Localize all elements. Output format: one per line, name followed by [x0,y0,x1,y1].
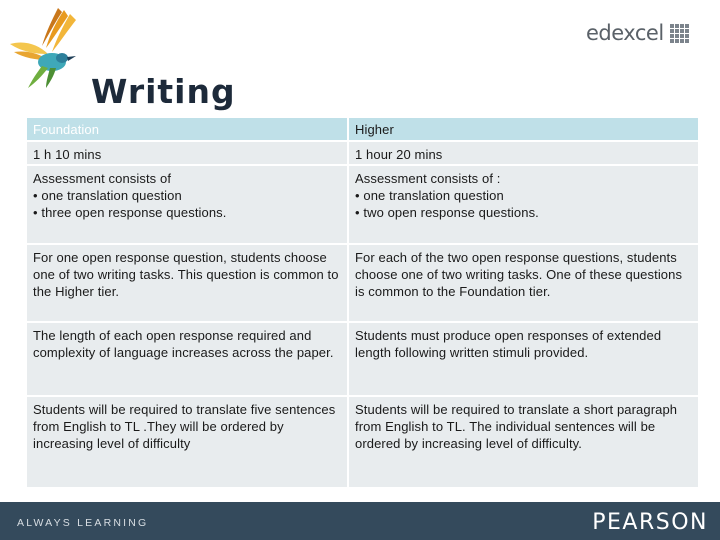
page-title: Writing [91,72,236,111]
always-learning-tagline: ALWAYS LEARNING [17,517,149,529]
footer-bar [0,502,720,540]
cell-higher-translation: Students will be required to translate a short paragraph from English to TL. The individual sentences will be ordered by increasing level of difficulty. [349,397,698,487]
table-row [27,397,698,487]
header-higher: Higher [349,118,698,140]
table-header-row [27,118,698,140]
table-row [27,245,698,321]
edexcel-dots-icon [670,24,689,43]
edexcel-logo [586,18,689,48]
table-row [27,142,698,164]
cell-foundation-length: The length of each open response required and complexity of language increases across the paper. [27,323,347,395]
assessment-bullet: • three open response questions. [33,205,227,220]
assessment-intro: Assessment consists of [33,171,172,186]
edexcel-wordmark: edexcel [586,21,664,45]
cell-higher-assessment [349,166,698,243]
pearson-logo: PEARSON [592,510,708,535]
assessment-bullet: • one translation question [355,188,504,203]
header-foundation: Foundation [27,118,347,140]
cell-foundation-open-response: For one open response question, students choose one of two writing tasks. This question is common to the Higher tier. [27,245,347,321]
cell-higher-duration: 1 hour 20 mins [349,142,698,164]
table-row [27,166,698,243]
assessment-bullet: • one translation question [33,188,182,203]
cell-foundation-translation: Students will be required to translate five sentences from English to TL .They will be ordered by increasing level of difficulty [27,397,347,487]
assessment-bullet: • two open response questions. [355,205,539,220]
comparison-table [25,116,700,489]
cell-higher-open-response: For each of the two open response questions, students choose one of two writing tasks. One of these questions is common to the Foundation tier. [349,245,698,321]
cell-foundation-duration: 1 h 10 mins [27,142,347,164]
cell-foundation-assessment [27,166,347,243]
cell-higher-length: Students must produce open responses of extended length following written stimuli provided. [349,323,698,395]
assessment-intro: Assessment consists of : [355,171,501,186]
table-row [27,323,698,395]
bird-logo-icon [6,4,86,90]
